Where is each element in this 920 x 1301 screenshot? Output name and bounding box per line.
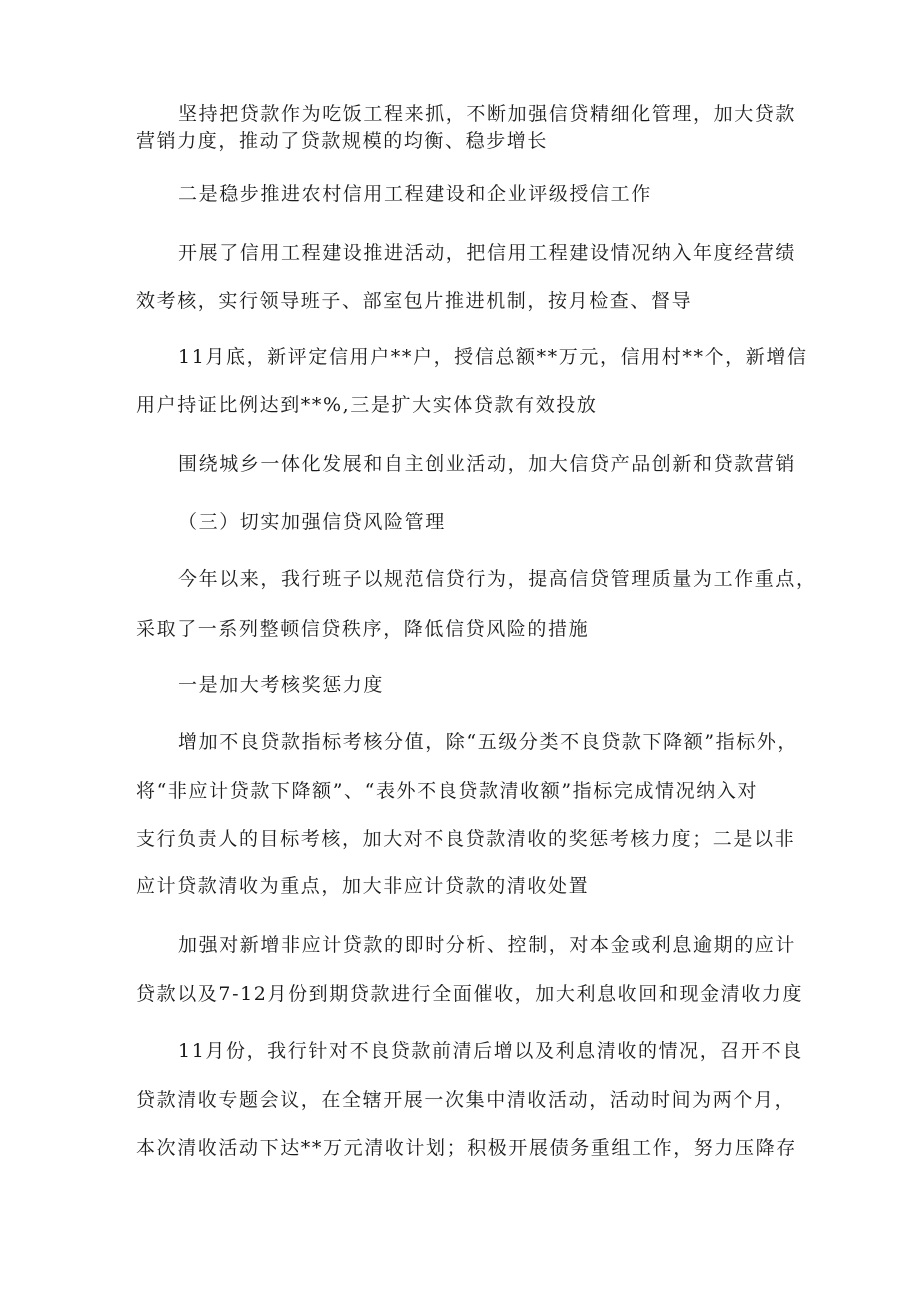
paragraph-line: 11月份，我行针对不良贷款前清后增以及利息清收的情况，召开不良 (178, 1040, 803, 1062)
section-heading: （三）切实加强信贷风险管理 (178, 511, 446, 533)
paragraph-line: 效考核，实行领导班子、部室包片推进机制，按月检查、督导 (136, 290, 693, 312)
paragraph-line: 一是加大考核奖惩力度 (178, 674, 385, 696)
paragraph-line: 采取了一系列整顿信贷秩序，降低信贷风险的措施 (136, 618, 590, 640)
paragraph-line: 增加不良贷款指标考核分值，除“五级分类不良贷款下降额”指标外， (178, 731, 799, 753)
paragraph-line: 贷款以及7-12月份到期贷款进行全面催收，加大利息收回和现金清收力度 (136, 983, 804, 1005)
paragraph-line: 加强对新增非应计贷款的即时分析、控制，对本金或利息逾期的应计 (178, 934, 797, 956)
paragraph-line: 本次清收活动下达**万元清收计划；积极开展债务重组工作，努力压降存 (136, 1137, 797, 1159)
paragraph-line: 将“非应计贷款下降额”、“表外不良贷款清收额”指标完成情况纳入对 (136, 780, 759, 802)
paragraph-line: 贷款清收专题会议，在全辖开展一次集中清收活动，活动时间为两个月， (136, 1089, 796, 1111)
paragraph-line: 围绕城乡一体化发展和自主创业活动，加大信贷产品创新和贷款营销 (178, 453, 797, 475)
paragraph-line: 应计贷款清收为重点，加大非应计贷款的清收处置 (136, 875, 590, 897)
paragraph-line: 用户持证比例达到**%,三是扩大实体贷款有效投放 (136, 394, 598, 416)
paragraph-line: 二是稳步推进农村信用工程建设和企业评级授信工作 (178, 183, 652, 205)
paragraph-line: 坚持把贷款作为吃饭工程来抓，不断加强信贷精细化管理，加大贷款 (178, 103, 797, 125)
paragraph-line: 支行负责人的目标考核，加大对不良贷款清收的奖惩考核力度；二是以非 (136, 828, 796, 850)
paragraph-line: 营销力度，推动了贷款规模的均衡、稳步增长 (136, 130, 549, 152)
paragraph-line: 开展了信用工程建设推进活动，把信用工程建设情况纳入年度经营绩 (178, 242, 797, 264)
paragraph-line: 11月底，新评定信用户**户，授信总额**万元，信用村**个，新增信 (178, 346, 808, 368)
paragraph-line: 今年以来，我行班子以规范信贷行为，提高信贷管理质量为工作重点， (178, 568, 817, 590)
